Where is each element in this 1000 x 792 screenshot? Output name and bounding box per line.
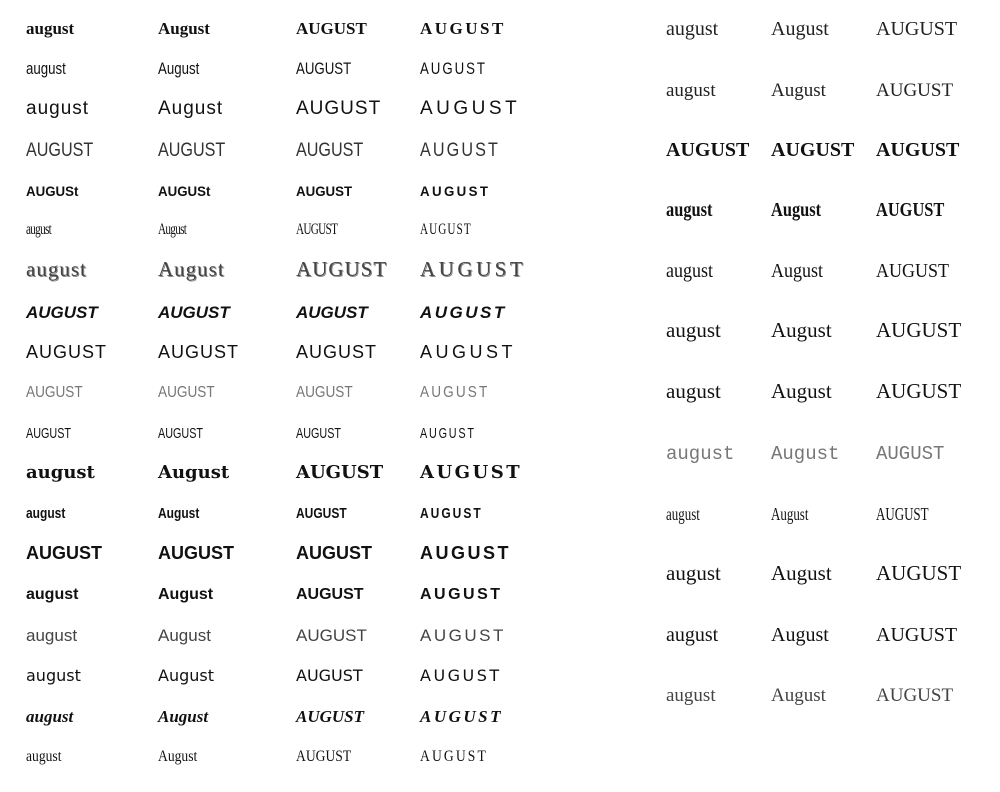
right-specimen-r8-c3: AUGUST — [876, 442, 945, 465]
left-specimen-r5-c3: AUGUST — [296, 182, 353, 199]
left-specimen-r12-c3: AUGUST — [296, 462, 384, 484]
left-specimen-r5-c1: AUGUSt — [26, 182, 79, 199]
left-specimen-r18-c1: august — [26, 706, 74, 726]
left-specimen-r16-c3: AUGUST — [296, 625, 367, 645]
left-specimen-r3-c4: AUGUST — [420, 97, 521, 119]
left-specimen-r13-c3: AUGUST — [296, 505, 347, 522]
right-specimen-r4-c2: August — [771, 199, 822, 221]
left-specimen-r14-c2: AUGUST — [158, 543, 234, 564]
right-specimen-r4-c3: AUGUST — [876, 199, 945, 221]
left-specimen-r7-c4: AUGUST — [420, 257, 527, 282]
left-specimen-r9-c2: AUGUST — [158, 342, 240, 363]
left-specimen-r1-c2: August — [158, 18, 210, 38]
left-specimen-r11-c2: AUGUST — [158, 425, 204, 442]
right-specimen-r1-c3: AUGUST — [876, 18, 958, 40]
left-specimen-r13-c4: AUGUST — [420, 505, 483, 522]
left-specimen-r6-c4: AUGUST — [420, 221, 472, 239]
left-specimen-r14-c3: AUGUST — [296, 543, 372, 564]
left-specimen-r18-c3: AUGUST — [296, 706, 365, 726]
left-specimen-r11-c3: AUGUST — [296, 425, 342, 442]
left-specimen-r7-c2: August — [158, 257, 225, 282]
right-specimen-r7-c1: august — [666, 379, 721, 404]
right-specimen-r8-c2: August — [771, 442, 840, 465]
left-specimen-r19-c3: AUGUST — [296, 748, 352, 766]
left-specimen-r2-c2: August — [158, 58, 200, 78]
left-specimen-r14-c1: AUGUST — [26, 543, 102, 564]
right-specimen-r4-c1: august — [666, 199, 713, 221]
left-specimen-r17-c2: August — [158, 666, 214, 686]
left-specimen-r13-c2: August — [158, 505, 200, 522]
left-specimen-r12-c2: August — [158, 462, 230, 484]
left-specimen-r5-c4: AUGUST — [420, 182, 491, 199]
left-specimen-r4-c1: AUGUST — [26, 139, 94, 161]
left-specimen-r6-c2: August — [158, 221, 187, 239]
left-specimen-r7-c3: AUGUST — [296, 257, 388, 282]
left-specimen-r1-c1: august — [26, 18, 75, 38]
right-specimen-r3-c1: AUGUST — [666, 139, 750, 161]
left-specimen-r14-c4: AUGUST — [420, 543, 511, 564]
left-specimen-r2-c1: august — [26, 58, 66, 78]
left-specimen-r16-c4: AUGUST — [420, 625, 506, 645]
right-specimen-r10-c1: august — [666, 561, 721, 586]
right-specimen-r5-c1: august — [666, 260, 713, 282]
left-specimen-r7-c1: august — [26, 257, 87, 282]
left-specimen-r4-c4: AUGUST — [420, 139, 501, 161]
right-specimen-r9-c2: August — [771, 504, 809, 525]
left-specimen-r10-c2: AUGUST — [158, 384, 215, 402]
right-specimen-r2-c2: August — [771, 79, 826, 101]
left-specimen-r4-c2: AUGUST — [158, 139, 226, 161]
right-specimen-r11-c2: August — [771, 624, 829, 646]
right-specimen-r10-c3: AUGUST — [876, 561, 962, 586]
left-specimen-r10-c1: AUGUST — [26, 384, 83, 402]
right-specimen-r7-c2: August — [771, 379, 832, 404]
left-specimen-r3-c2: August — [158, 97, 224, 119]
left-specimen-r15-c4: AUGUST — [420, 586, 503, 604]
right-specimen-r6-c3: AUGUST — [876, 318, 962, 343]
right-specimen-r6-c2: August — [771, 318, 832, 343]
left-specimen-r3-c1: august — [26, 97, 90, 119]
left-specimen-r4-c3: AUGUST — [296, 139, 364, 161]
left-specimen-r15-c3: AUGUST — [296, 586, 364, 604]
left-specimen-r8-c2: AUGUST — [158, 302, 230, 322]
left-specimen-r2-c3: AUGUST — [296, 58, 352, 78]
left-specimen-r11-c4: AUGUST — [420, 425, 476, 442]
right-specimen-r8-c1: august — [666, 442, 735, 465]
right-specimen-r11-c1: august — [666, 624, 719, 646]
left-specimen-r2-c4: AUGUST — [420, 58, 487, 78]
left-specimen-r19-c4: AUGUST — [420, 748, 488, 766]
left-specimen-r6-c3: AUGUST — [296, 221, 338, 239]
left-specimen-r8-c3: AUGUST — [296, 302, 368, 322]
left-specimen-r1-c4: AUGUST — [420, 18, 506, 38]
right-specimen-r12-c2: August — [771, 684, 826, 706]
left-specimen-r16-c1: august — [26, 625, 78, 645]
left-specimen-r16-c2: August — [158, 625, 211, 645]
right-specimen-r9-c3: AUGUST — [876, 504, 929, 525]
right-specimen-r1-c2: August — [771, 18, 829, 40]
right-specimen-r5-c3: AUGUST — [876, 260, 950, 282]
left-specimen-r8-c4: AUGUST — [420, 302, 507, 322]
right-specimen-r11-c3: AUGUST — [876, 624, 958, 646]
left-specimen-r1-c3: AUGUST — [296, 18, 367, 38]
left-specimen-r12-c4: AUGUST — [420, 462, 523, 484]
left-specimen-r18-c4: AUGUST — [420, 706, 504, 726]
left-specimen-r10-c3: AUGUST — [296, 384, 353, 402]
left-specimen-r19-c2: August — [158, 748, 198, 766]
left-specimen-r18-c2: August — [158, 706, 209, 726]
right-specimen-r1-c1: august — [666, 18, 719, 40]
right-specimen-r10-c2: August — [771, 561, 832, 586]
left-specimen-r9-c1: AUGUST — [26, 342, 108, 363]
right-specimen-r3-c2: AUGUST — [771, 139, 855, 161]
left-specimen-r15-c1: august — [26, 586, 79, 604]
right-specimen-r12-c1: august — [666, 684, 716, 706]
left-specimen-r9-c4: AUGUST — [420, 342, 517, 363]
right-specimen-r12-c3: AUGUST — [876, 684, 954, 706]
left-specimen-r19-c1: august — [26, 748, 62, 766]
left-specimen-r13-c1: august — [26, 505, 66, 522]
left-specimen-r11-c1: AUGUST — [26, 425, 72, 442]
left-specimen-r17-c1: august — [26, 666, 81, 686]
left-specimen-r6-c1: august — [26, 221, 52, 239]
left-specimen-r3-c3: AUGUST — [296, 97, 382, 119]
left-specimen-r15-c2: August — [158, 586, 214, 604]
left-specimen-r8-c1: AUGUST — [26, 302, 98, 322]
left-specimen-r17-c3: AUGUST — [296, 666, 363, 686]
right-specimen-r5-c2: August — [771, 260, 824, 282]
right-specimen-r7-c3: AUGUST — [876, 379, 962, 404]
right-specimen-r2-c1: august — [666, 79, 716, 101]
left-specimen-r17-c4: AUGUST — [420, 666, 502, 686]
left-specimen-r9-c3: AUGUST — [296, 342, 378, 363]
left-specimen-r10-c4: AUGUST — [420, 384, 490, 402]
right-specimen-r2-c3: AUGUST — [876, 79, 954, 101]
right-specimen-r6-c1: august — [666, 318, 721, 343]
right-specimen-r9-c1: august — [666, 504, 700, 525]
left-specimen-r12-c1: august — [26, 462, 95, 484]
right-specimen-r3-c3: AUGUST — [876, 139, 960, 161]
left-specimen-r5-c2: AUGUSt — [158, 182, 211, 199]
